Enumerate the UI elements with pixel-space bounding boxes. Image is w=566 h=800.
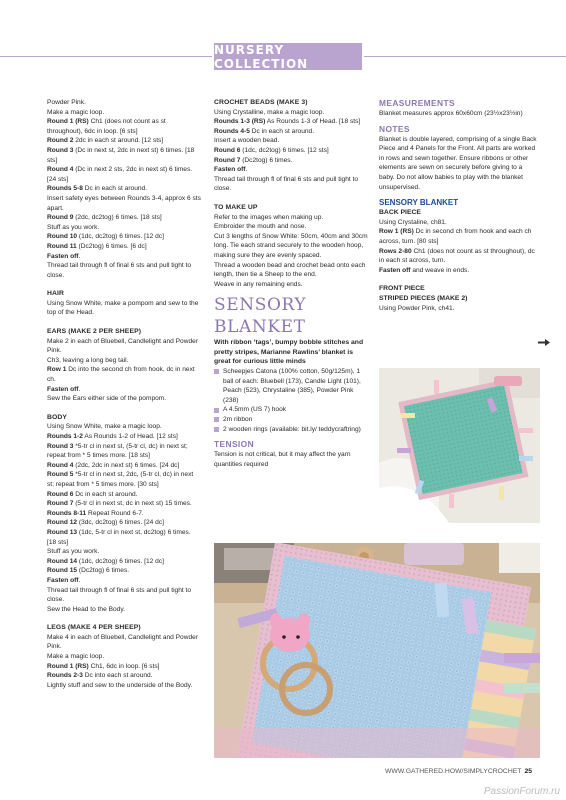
ears-line-text: . xyxy=(78,385,81,393)
head-round-text: . xyxy=(78,252,81,260)
head-round xyxy=(47,165,201,184)
materials-item-text: A 4.5mm (US 7) hook xyxy=(223,406,287,414)
body-line-text: (2dc, 2dc in next st) 6 times. [24 dc] xyxy=(73,461,180,469)
striped-pieces-heading: STRIPED PIECES (MAKE 2) xyxy=(379,294,468,302)
body-line-text: As Rounds 1-2 of Head. [12 sts] xyxy=(82,433,178,440)
legs-line-text: Dc into each st around. xyxy=(82,672,153,680)
head-round xyxy=(47,146,201,165)
head-round xyxy=(47,261,201,280)
beads-line-text: Using Crystalline, make a magic loop. xyxy=(214,108,325,116)
body-line-text: *5-tr cl in next st, (5-tr cl, dc) in next st; repeat from * 5 times more. [18 sts] xyxy=(47,442,188,460)
ears-line-text: Ch3, leaving a long beg tail. xyxy=(47,356,129,364)
body-line-label: Round 15 xyxy=(47,567,78,575)
blanket-photo-large xyxy=(214,543,540,758)
head-continued xyxy=(47,98,201,117)
head-line: Make a magic loop. xyxy=(47,108,105,116)
banner-rule-right xyxy=(364,56,566,57)
body-line-label: Round 6 xyxy=(47,490,74,498)
head-round xyxy=(47,136,201,146)
back-line xyxy=(379,247,539,266)
makeup-line: Cut 3 lengths of Snow White: 50cm, 40cm and 30cm long. Tie each strand securely to the wooden hoop, making sure they are evenly spaced. xyxy=(214,232,368,259)
head-round xyxy=(47,194,201,213)
body-line-label: Round 3 xyxy=(47,442,74,450)
body-line-label: Round 4 xyxy=(47,461,74,469)
notes-text: Blanket is double layered, comprising of a single Back Piece and 4 Panels for the Front. All parts are worked in rows and sewn together. Ensure ribbons or other elements are sewn on securely before giving to a baby. Do not allow babies to play with the blanket unsupervised. xyxy=(379,135,537,191)
banner-text: NURSERY COLLECTION xyxy=(214,42,309,71)
head-round xyxy=(47,213,201,223)
legs-line xyxy=(47,671,201,681)
materials-item-text: 2 wooden rings (available: bit.ly/ teddycraftring) xyxy=(223,425,361,433)
body-line-label: Rounds 1-2 xyxy=(47,433,83,440)
materials-item xyxy=(214,405,370,415)
body-line xyxy=(47,432,201,442)
ears-line-label: Row 1 xyxy=(47,366,67,374)
legs-line-text: Make a magic loop. xyxy=(47,653,105,661)
body-line-text: Using Snow White, make a magic loop. xyxy=(47,423,162,431)
beads-line-label: Rounds 4-5 xyxy=(214,127,250,135)
body-line-text: *5-tr cl in next st, 2dc, (5-tr cl, dc) in next st; repeat from * 5 times more. [30 sts] xyxy=(47,471,194,488)
back-line-text: Dc in second ch from hook and each ch across, turn. [80 sts] xyxy=(379,228,532,245)
beads-line-label: Rounds 1-3 (RS) xyxy=(214,118,266,126)
body-line xyxy=(47,442,201,461)
legs-line-text: Lightly stuff and sew to the underside of the Body. xyxy=(47,681,193,689)
head-round xyxy=(47,184,201,194)
blanket-photo-small xyxy=(379,368,540,523)
head-round-label: Round 9 xyxy=(47,214,74,222)
body-line-text: (Dc2tog) 6 times. xyxy=(77,567,130,575)
head-round xyxy=(47,242,201,252)
column-right xyxy=(379,98,539,313)
ears-line xyxy=(47,394,201,404)
column-left xyxy=(47,98,201,690)
head-line: Powder Pink. xyxy=(47,99,86,106)
head-round-text: Insert safety eyes between Rounds 3-4, approx 6 sts apart. xyxy=(47,194,201,212)
materials-item xyxy=(214,415,370,425)
page-footer xyxy=(385,768,532,775)
body-line-text: Stuff as you work. xyxy=(47,548,100,556)
body-line xyxy=(47,576,201,586)
ears-instructions xyxy=(47,337,201,404)
body-line xyxy=(47,605,201,615)
body-line-text: . xyxy=(78,576,81,584)
body-line-label: Round 12 xyxy=(47,519,78,527)
notes-heading: NOTES xyxy=(379,123,410,134)
beads-line xyxy=(214,156,370,166)
materials-item-text: Scheepjes Catona (100% cotton, 50g/125m), 1 ball of each: Bluebell (173), Candle Light (101), Peach (523), Chrystaline (385), Powder Pink (238) xyxy=(223,368,361,404)
legs-heading: LEGS (MAKE 4 PER SHEEP) xyxy=(47,624,141,632)
beads-heading: CROCHET BEADS (MAKE 3) xyxy=(214,99,308,106)
ears-line xyxy=(47,337,201,356)
legs-line-label: Round 1 (RS) xyxy=(47,662,89,670)
head-round-label: Round 11 xyxy=(47,242,77,250)
body-line-text: (1dc, dc2tog) 6 times. [12 dc] xyxy=(77,557,164,565)
materials-item-text: 2m ribbon xyxy=(223,416,253,424)
body-line-text: Dc in each st around. xyxy=(73,490,138,498)
back-line-label: Row 1 (RS) xyxy=(379,228,414,236)
materials-list xyxy=(214,367,370,434)
hair-heading: HAIR xyxy=(47,290,65,298)
beads-line xyxy=(214,117,370,127)
continue-arrow-icon xyxy=(538,339,550,346)
body-line xyxy=(47,461,201,471)
head-round-text: Stuff as you work. xyxy=(47,223,100,231)
body-line-label: Round 5 xyxy=(47,471,74,479)
head-round-label: Round 10 xyxy=(47,233,78,241)
beads-line-label: Fasten off xyxy=(214,166,246,174)
head-round-text: Thread tail through fl of final 6 sts and pull tight to close. xyxy=(47,262,192,279)
beads-line-text: (1dc, dc2tog) 6 times. [12 sts] xyxy=(240,146,329,154)
beads-line-text: (Dc2tog) 6 times. xyxy=(240,156,293,164)
measurements-text: Blanket measures approx 60x60cm (23½x23½in) xyxy=(379,110,523,117)
beads-line-text: . xyxy=(245,166,248,174)
back-line xyxy=(379,266,539,276)
beads-line-text: Dc in each st around. xyxy=(249,127,315,135)
head-round-text: 2dc in each st around. [12 sts] xyxy=(73,137,164,145)
body-line xyxy=(47,470,201,489)
legs-line xyxy=(47,633,201,652)
legs-line-text: Make 4 in each of Bluebell, Candlelight and Powder Pink. xyxy=(47,633,199,651)
makeup-line: Thread a wooden bead and crochet bead onto each length, then tie a Sheep to the end. xyxy=(214,261,366,279)
blanket-title: SENSORY BLANKET xyxy=(214,295,307,338)
bullet-square-icon xyxy=(214,369,219,374)
body-line xyxy=(47,547,201,557)
column-middle xyxy=(214,98,370,469)
beads-line xyxy=(214,108,370,118)
body-line-text: (3dc, dc2tog) 6 times. [24 dc] xyxy=(77,519,164,527)
banner-rule-left xyxy=(0,56,212,57)
footer-url: WWW.GATHERED.HOW/SIMPLYCROCHET xyxy=(385,768,522,775)
watermark: PassionForum.ru xyxy=(483,786,560,797)
body-heading: BODY xyxy=(47,413,68,421)
back-line xyxy=(379,227,539,246)
head-round xyxy=(47,223,201,233)
back-line-label: Rows 2-80 xyxy=(379,247,412,255)
beads-line xyxy=(214,146,370,156)
body-line-text: Repeat Round 6-7. xyxy=(86,509,144,517)
ears-line xyxy=(47,356,201,366)
head-round-text: Dc in each st around. xyxy=(82,185,148,193)
body-line-text: Thread tail through fl of final 6 sts and pull tight to close. xyxy=(47,586,192,604)
head-round-label: Fasten off xyxy=(47,252,79,260)
back-piece-heading: BACK PIECE xyxy=(379,209,421,217)
body-line xyxy=(47,422,201,432)
makeup-line: Weave in any remaining ends. xyxy=(214,280,303,288)
beads-line-label: Round 7 xyxy=(214,156,241,164)
materials-item xyxy=(214,367,370,405)
body-line xyxy=(47,586,201,605)
makeup-line: Embroider the mouth and nose. xyxy=(214,223,307,231)
back-line-text: Using Crystaline, ch81. xyxy=(379,218,447,226)
hair-text: Using Snow White, make a pompom and sew to the top of the Head. xyxy=(47,299,199,317)
back-line xyxy=(379,218,539,228)
ears-line-text: Dc into the second ch from hook, dc in next ch. xyxy=(47,366,195,384)
head-round-label: Rounds 5-8 xyxy=(47,185,83,193)
head-round xyxy=(47,117,201,136)
head-round xyxy=(47,252,201,262)
body-line-label: Round 14 xyxy=(47,557,78,565)
beads-line-text: As Rounds 1-3 of Head. [18 sts] xyxy=(265,118,361,126)
head-round-label: Round 3 xyxy=(47,146,74,154)
bullet-square-icon xyxy=(214,408,219,413)
head-round-label: Round 2 xyxy=(47,137,74,145)
legs-instructions xyxy=(47,633,201,691)
section-banner xyxy=(214,43,362,70)
body-line-label: Fasten off xyxy=(47,576,79,584)
bullet-square-icon xyxy=(214,417,219,422)
beads-line-label: Round 6 xyxy=(214,146,241,154)
body-line-label: Round 13 xyxy=(47,528,78,536)
body-line xyxy=(47,509,201,519)
head-round xyxy=(47,232,201,242)
body-line-text: Sew the Head to the Body. xyxy=(47,605,125,613)
ears-line xyxy=(47,385,201,395)
head-round-text: (1dc, dc2tog) 6 times. [12 dc] xyxy=(77,233,164,241)
legs-line xyxy=(47,681,201,691)
beads-line xyxy=(214,127,370,137)
makeup-heading: TO MAKE UP xyxy=(214,203,258,211)
head-round-text: (Dc in next st, 2dc in next st) 6 times. [18 sts] xyxy=(47,146,195,164)
legs-line xyxy=(47,652,201,662)
body-line xyxy=(47,490,201,500)
legs-line-text: Ch1, 6dc in loop. [6 sts] xyxy=(88,662,160,670)
bullet-square-icon xyxy=(214,427,219,432)
makeup-instructions xyxy=(214,213,370,290)
body-line xyxy=(47,566,201,576)
head-round-text: (Dc2tog) 6 times. [6 dc] xyxy=(76,242,147,250)
measurements-heading: MEASUREMENTS xyxy=(379,98,455,108)
body-line-text: (1dc, 5-tr cl in next st, dc2tog) 6 times. [18 sts] xyxy=(47,528,191,546)
beads-line-text: Thread tail through fl of final 6 sts and pull tight to close. xyxy=(214,175,359,193)
body-instructions xyxy=(47,422,201,614)
ears-line-label: Fasten off xyxy=(47,385,79,393)
head-round-text: (2dc, dc2tog) 6 times. [18 sts] xyxy=(73,214,162,222)
body-line-text: (5-tr cl in next st, dc in next st) 15 times. xyxy=(73,500,192,508)
makeup-line: Refer to the images when making up. xyxy=(214,213,324,221)
beads-line xyxy=(214,175,370,194)
body-line-label: Round 7 xyxy=(47,500,74,508)
body-line xyxy=(47,528,201,547)
head-rounds xyxy=(47,117,201,280)
head-round-text: Ch1 (does not count as st throughout), 6dc in loop. [6 sts] xyxy=(47,118,166,135)
beads-instructions xyxy=(214,108,370,194)
body-line-label: Rounds 8-11 xyxy=(47,509,87,517)
legs-line xyxy=(47,662,201,672)
striped-pieces-text: Using Powder Pink, ch41. xyxy=(379,304,455,312)
ears-heading: EARS (MAKE 2 PER SHEEP) xyxy=(47,328,142,336)
body-line xyxy=(47,518,201,528)
head-round-label: Round 1 (RS) xyxy=(47,118,89,126)
ears-line xyxy=(47,365,201,384)
head-round-text: (Dc in next 2 sts, 2dc in next st) 6 times. [24 sts] xyxy=(47,166,193,183)
front-piece-heading: FRONT PIECE xyxy=(379,285,425,293)
beads-line xyxy=(214,136,370,146)
body-line xyxy=(47,557,201,567)
beads-line xyxy=(214,165,370,175)
head-round-label: Round 4 xyxy=(47,166,74,174)
sensory-blanket-heading: SENSORY BLANKET xyxy=(379,198,459,208)
page-number: 25 xyxy=(524,768,533,775)
back-line-text: Ch1 (does not count as st throughout), dc in each st across, turn. xyxy=(379,247,535,265)
legs-line-label: Rounds 2-3 xyxy=(47,672,83,680)
body-line xyxy=(47,499,201,509)
beads-line-text: Insert a wooden bead. xyxy=(214,137,280,145)
back-piece-instructions xyxy=(379,218,539,276)
materials-item xyxy=(214,425,370,435)
ears-line-text: Make 2 in each of Bluebell, Candlelight and Powder Pink. xyxy=(47,337,199,355)
tension-text: Tension is not critical, but it may affect the yarn quantities required xyxy=(214,451,351,468)
blanket-intro: With ribbon ‘tags’, bumpy bobble stitches and pretty stripes, Marianne Rawlins’ blanket is great for curious little minds xyxy=(214,339,364,366)
ears-line-text: Sew the Ears either side of the pompom. xyxy=(47,395,167,403)
tension-heading: TENSION xyxy=(214,439,255,450)
back-line-label: Fasten off xyxy=(379,266,411,274)
back-line-text: and weave in ends. xyxy=(410,266,470,274)
